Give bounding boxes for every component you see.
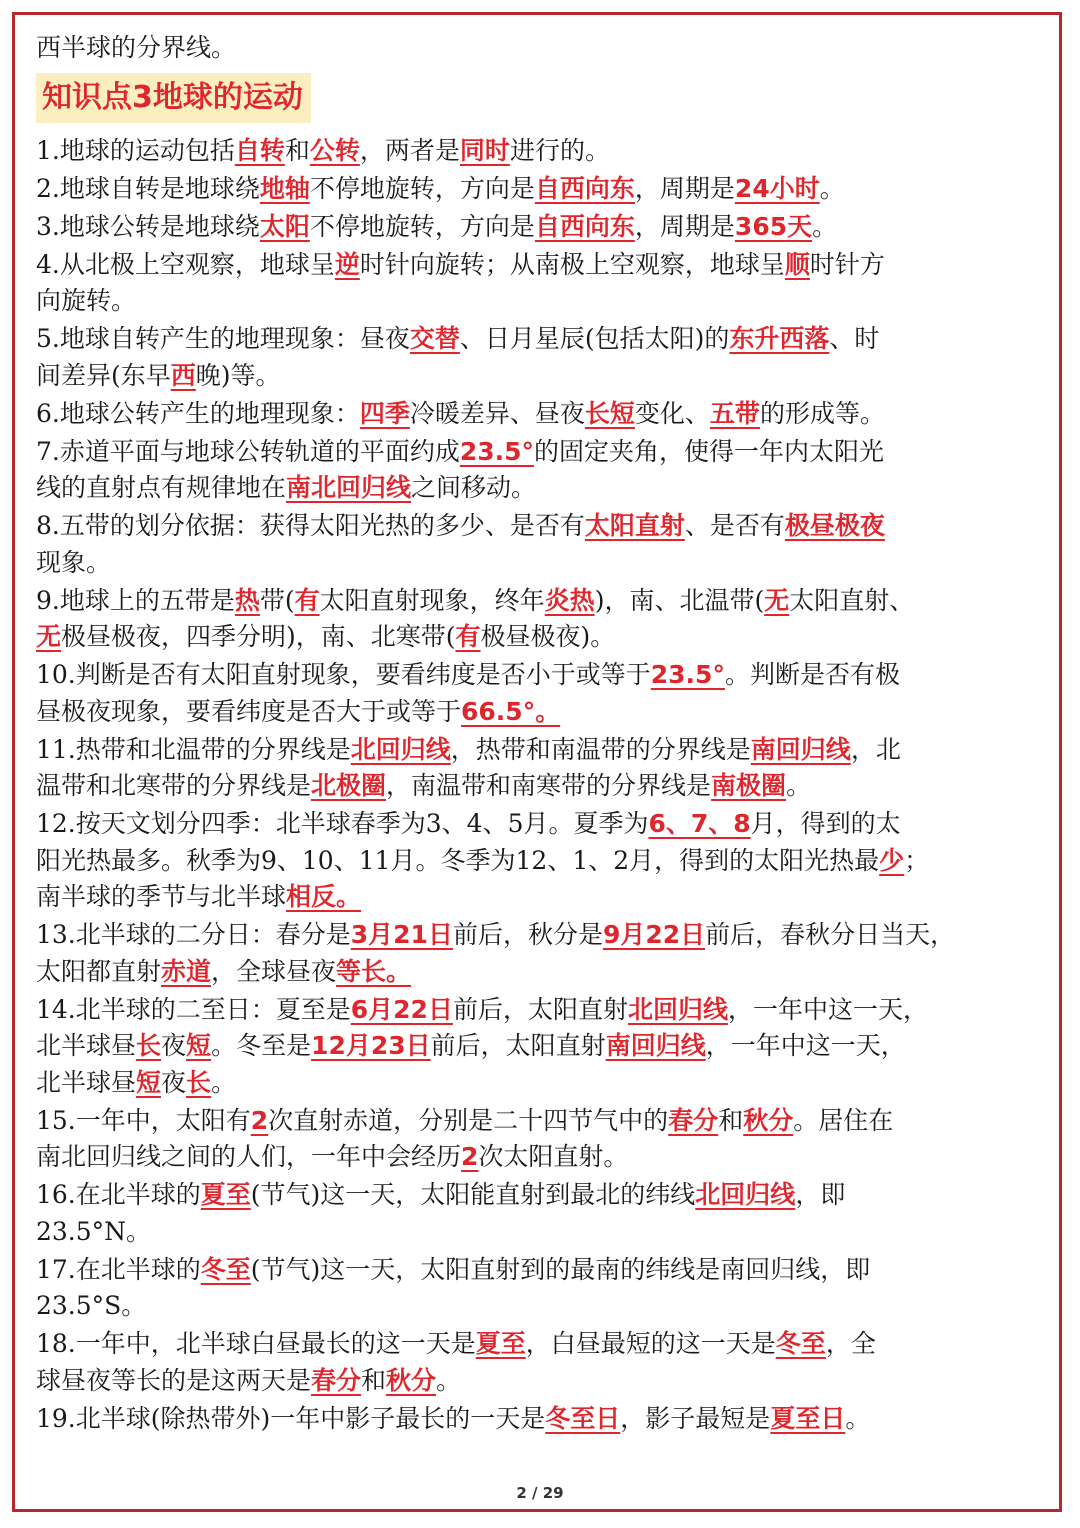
answer-highlight: 春分 (668, 1105, 719, 1135)
text-segment: ，影子最短是 (620, 1403, 771, 1433)
text-segment: ； (904, 845, 930, 875)
text-segment: 西半球的分界线。 (36, 33, 237, 62)
text-segment: 现象。 (36, 547, 112, 577)
text-line (36, 470, 1036, 507)
knowledge-item (36, 1252, 1036, 1325)
text-segment: 12.按天文划分四季：北半球春季为3、4、5月。夏季为 (36, 809, 649, 838)
answer-highlight: 北极圈 (311, 771, 387, 800)
text-line (36, 1288, 1036, 1325)
text-segment: ，热带和南温带的分界线是 (450, 734, 751, 764)
text-segment: 太阳直射、 (789, 585, 915, 615)
text-segment: 。 (812, 211, 838, 241)
answer-highlight: 3月21日 (350, 920, 453, 949)
answer-highlight: 西 (170, 360, 196, 390)
text-line (36, 583, 1036, 620)
answer-highlight: 顺 (784, 249, 810, 279)
answer-highlight: 极昼极夜 (784, 511, 885, 540)
text-line (36, 806, 1036, 843)
knowledge-item (36, 1103, 1036, 1176)
text-segment: 和 (361, 1365, 387, 1395)
text-segment: (节气)这一天，太阳能直射到最北的纬线 (250, 1180, 696, 1209)
text-segment: ，周期是 (634, 211, 735, 241)
text-segment: 17.在北半球的 (36, 1254, 201, 1284)
answer-highlight: 夏至 (200, 1180, 251, 1209)
text-line (36, 1401, 1036, 1438)
text-segment: 4.从北极上空观察，地球呈 (36, 249, 335, 279)
text-segment: 和 (284, 135, 310, 165)
text-segment: 时针向旋转；从南极上空观察，地球呈 (359, 249, 785, 279)
answer-highlight: 23.5° (459, 436, 535, 466)
answer-highlight: 短 (186, 1031, 212, 1060)
answer-highlight: 南回归线 (605, 1031, 706, 1060)
text-line (36, 396, 1036, 433)
text-segment: 。 (211, 1067, 237, 1097)
text-segment: 之间移动。 (411, 473, 537, 502)
answer-highlight: 同时 (459, 135, 510, 165)
knowledge-item (36, 806, 1036, 916)
answer-highlight: 逆 (334, 249, 360, 279)
text-segment: ，周期是 (634, 173, 735, 203)
text-segment: 线的直射点有规律地在 (36, 473, 287, 502)
text-line (36, 732, 1036, 769)
text-segment: 14.北半球的二至日：夏至是 (36, 994, 351, 1024)
answer-highlight: 冬至日 (545, 1403, 621, 1433)
knowledge-item (36, 583, 1036, 656)
text-line (36, 171, 1036, 208)
text-line (36, 1028, 1036, 1065)
text-line (36, 1363, 1036, 1400)
answer-highlight: 等长。 (336, 956, 412, 986)
text-line (36, 657, 1036, 694)
answer-highlight: 长短 (584, 398, 635, 428)
answer-highlight: 交替 (409, 324, 460, 353)
text-segment: 。 (786, 771, 812, 800)
text-segment: 进行的。 (509, 135, 610, 165)
text-segment: 极昼极夜，四季分明)，南、北寒带( (61, 622, 456, 651)
text-segment: 夜 (161, 1031, 187, 1060)
answer-highlight: 赤道 (161, 956, 212, 986)
text-segment: 9.地球上的五带是 (36, 585, 235, 615)
text-segment: 冷暖差异、昼夜 (409, 398, 585, 428)
text-segment: 太阳直射现象，终年 (319, 585, 545, 615)
knowledge-item (36, 396, 1036, 433)
knowledge-item (36, 732, 1036, 805)
text-segment: ，两者是 (359, 135, 460, 165)
text-line (36, 619, 1036, 656)
answer-highlight: 自西向东 (534, 173, 635, 203)
text-segment: 10.判断是否有太阳直射现象，要看纬度是否小于或等于 (36, 660, 651, 689)
answer-highlight: 66.5°。 (461, 696, 561, 726)
text-segment: 南半球的季节与北半球 (36, 882, 287, 911)
knowledge-list (36, 133, 1036, 1438)
answer-highlight: 自西向东 (534, 211, 635, 241)
intro-line (36, 30, 1036, 67)
text-segment: 的形成等。 (759, 398, 885, 428)
answer-highlight: 北回归线 (627, 994, 728, 1024)
text-segment: 。 (436, 1365, 462, 1395)
text-segment: 、时 (829, 324, 880, 353)
answer-highlight: 少 (879, 845, 905, 875)
text-segment: 18.一年中，北半球白昼最长的这一天是 (36, 1329, 476, 1358)
text-line (36, 1326, 1036, 1363)
knowledge-item (36, 1401, 1036, 1438)
text-line (36, 321, 1036, 358)
text-segment: 前后，太阳直射 (430, 1031, 606, 1060)
answer-highlight: 9月22日 (602, 920, 706, 949)
text-segment: 16.在北半球的 (36, 1180, 201, 1209)
text-segment: 前后，秋分是 (452, 920, 603, 949)
text-line (36, 434, 1036, 471)
knowledge-item (36, 992, 1036, 1102)
text-segment: ，白昼最短的这一天是 (525, 1329, 776, 1358)
text-segment: 温带和北寒带的分界线是 (36, 771, 312, 800)
text-segment: 6.地球公转产生的地理现象： (36, 398, 360, 428)
text-segment: ，一年中这一天， (705, 1031, 906, 1060)
text-segment: 和 (718, 1105, 744, 1135)
answer-highlight: 夏至 (475, 1329, 526, 1358)
text-segment: ，全 (825, 1329, 876, 1358)
text-line (36, 508, 1036, 545)
text-segment: 极昼极夜)。 (480, 622, 616, 651)
knowledge-item (36, 434, 1036, 507)
section-heading-wrap (36, 73, 1036, 127)
knowledge-item (36, 508, 1036, 581)
knowledge-item (36, 321, 1036, 394)
text-segment: 3.地球公转是地球绕 (36, 211, 260, 241)
text-segment: 13.北半球的二分日：春分是 (36, 920, 351, 949)
text-segment: 前后，太阳直射 (452, 994, 628, 1024)
answer-highlight: 地轴 (259, 173, 310, 203)
knowledge-item (36, 171, 1036, 208)
text-segment: 太阳都直射 (36, 956, 162, 986)
text-segment: 不停地旋转，方向是 (309, 173, 535, 203)
knowledge-item (36, 657, 1036, 730)
text-segment: 次太阳直射。 (478, 1142, 629, 1171)
text-line (36, 247, 1036, 284)
text-segment: 23.5°S。 (36, 1291, 147, 1320)
answer-highlight: 五带 (709, 398, 760, 428)
text-segment: 5.地球自转产生的地理现象：昼夜 (36, 324, 410, 353)
text-segment: 。冬至是 (211, 1031, 312, 1060)
answer-highlight: 24小时 (734, 173, 820, 203)
answer-highlight: 有 (455, 622, 481, 651)
answer-highlight: 公转 (309, 135, 360, 165)
text-line (36, 1214, 1036, 1251)
text-segment: ，全球昼夜 (211, 956, 337, 986)
text-segment: 。 (819, 173, 845, 203)
answer-highlight: 太阳 (259, 211, 310, 241)
text-segment: )，南、北温带( (594, 585, 765, 615)
text-line (36, 992, 1036, 1029)
text-segment: 、是否有 (684, 511, 785, 540)
text-segment: 北半球昼 (36, 1031, 137, 1060)
text-line (36, 694, 1036, 731)
text-segment: 15.一年中，太阳有 (36, 1105, 251, 1135)
text-line (36, 1103, 1036, 1140)
answer-highlight: 夏至日 (770, 1403, 846, 1433)
text-line (36, 358, 1036, 395)
text-segment: 阳光热最多。秋季为9、10、11月。冬季为12、1、2月，得到的太阳光热最 (36, 845, 880, 875)
answer-highlight: 无 (36, 622, 62, 651)
text-line (36, 283, 1036, 320)
answer-highlight: 无 (764, 585, 790, 615)
text-segment: ，南温带和南寒带的分界线是 (386, 771, 712, 800)
text-line (36, 843, 1036, 880)
answer-highlight: 春分 (311, 1365, 362, 1395)
knowledge-item (36, 1177, 1036, 1250)
text-line (36, 133, 1036, 170)
answer-highlight: 秋分 (386, 1365, 437, 1395)
knowledge-item (36, 247, 1036, 320)
text-segment: 7.赤道平面与地球公转轨道的平面约成 (36, 436, 460, 466)
answer-highlight: 23.5° (650, 660, 725, 689)
answer-highlight: 北回归线 (695, 1180, 796, 1209)
answer-highlight: 12月23日 (311, 1031, 431, 1060)
text-segment: ，北 (850, 734, 901, 764)
page-number: 2 / 29 (516, 1484, 564, 1502)
text-segment: 19.北半球(除热带外)一年中影子最长的一天是 (36, 1403, 546, 1433)
section-heading: 知识点3地球的运动 (36, 73, 311, 123)
text-line (36, 917, 1036, 954)
text-line (36, 1065, 1036, 1102)
answer-highlight: 炎热 (544, 585, 595, 615)
answer-highlight: 南回归线 (750, 734, 851, 764)
text-segment: (节气)这一天，太阳直射到的最南的纬线是南回归线，即 (250, 1254, 871, 1284)
answer-highlight: 太阳直射 (584, 511, 685, 540)
text-line (36, 1177, 1036, 1214)
text-segment: ，一年中这一天， (727, 994, 928, 1024)
text-segment: 1.地球的运动包括 (36, 135, 235, 165)
text-segment: 球昼夜等长的是这两天是 (36, 1365, 312, 1395)
text-segment: 变化、 (634, 398, 710, 428)
text-segment: 不停地旋转，方向是 (309, 211, 535, 241)
text-segment: ，即 (795, 1180, 846, 1209)
text-segment: 北半球昼 (36, 1067, 137, 1097)
text-segment: 时针方 (809, 249, 885, 279)
text-segment: 带( (259, 585, 295, 615)
answer-highlight: 有 (294, 585, 320, 615)
answer-highlight: 冬至 (200, 1254, 251, 1284)
text-segment: 8.五带的划分依据：获得太阳光热的多少、是否有 (36, 511, 585, 540)
answer-highlight: 6月22日 (350, 994, 453, 1024)
answer-highlight: 四季 (359, 398, 410, 428)
text-segment: 间差异(东早 (36, 360, 171, 390)
text-segment: 11.热带和北温带的分界线是 (36, 734, 351, 764)
text-segment: 向旋转。 (36, 286, 137, 315)
text-line (36, 879, 1036, 916)
text-segment: 。 (845, 1403, 871, 1433)
page-content (36, 30, 1036, 1437)
answer-highlight: 冬至 (775, 1329, 826, 1358)
answer-highlight: 北回归线 (350, 734, 451, 764)
answer-highlight: 6、7、8 (648, 809, 751, 838)
text-segment: 月，得到的太 (750, 809, 901, 838)
answer-highlight: 热 (234, 585, 260, 615)
text-segment: 前后，春秋分日当天， (705, 920, 956, 949)
answer-highlight: 长 (136, 1031, 162, 1060)
answer-highlight: 秋分 (743, 1105, 794, 1135)
text-segment: 晚)等。 (195, 360, 281, 390)
text-segment: 、日月星辰(包括太阳)的 (459, 324, 730, 353)
text-segment: 次直射赤道，分别是二十四节气中的 (268, 1105, 669, 1135)
text-line (36, 768, 1036, 805)
knowledge-item (36, 1326, 1036, 1399)
text-line (36, 1252, 1036, 1289)
answer-highlight: 2 (461, 1142, 479, 1171)
answer-highlight: 相反。 (286, 882, 362, 911)
text-line (36, 1139, 1036, 1176)
text-segment: 23.5°N。 (36, 1216, 152, 1246)
answer-highlight: 2 (250, 1105, 269, 1135)
knowledge-item (36, 209, 1036, 246)
knowledge-item (36, 917, 1036, 990)
text-segment: 昼极夜现象，要看纬度是否大于或等于 (36, 696, 462, 726)
text-segment: 夜 (161, 1067, 187, 1097)
answer-highlight: 365天 (734, 211, 813, 241)
answer-highlight: 南北回归线 (286, 473, 412, 502)
text-segment: 的固定夹角，使得一年内太阳光 (534, 436, 885, 466)
answer-highlight: 短 (136, 1067, 162, 1097)
text-line (36, 209, 1036, 246)
text-line (36, 954, 1036, 991)
answer-highlight: 东升西落 (729, 324, 830, 353)
text-segment: 南北回归线之间的人们，一年中会经历 (36, 1142, 462, 1171)
text-segment: 。判断是否有极 (724, 660, 900, 689)
answer-highlight: 长 (186, 1067, 212, 1097)
text-segment: 。居住在 (793, 1105, 894, 1135)
text-line (36, 545, 1036, 582)
knowledge-item (36, 133, 1036, 170)
answer-highlight: 南极圈 (711, 771, 787, 800)
text-segment: 2.地球自转是地球绕 (36, 173, 260, 203)
answer-highlight: 自转 (234, 135, 285, 165)
